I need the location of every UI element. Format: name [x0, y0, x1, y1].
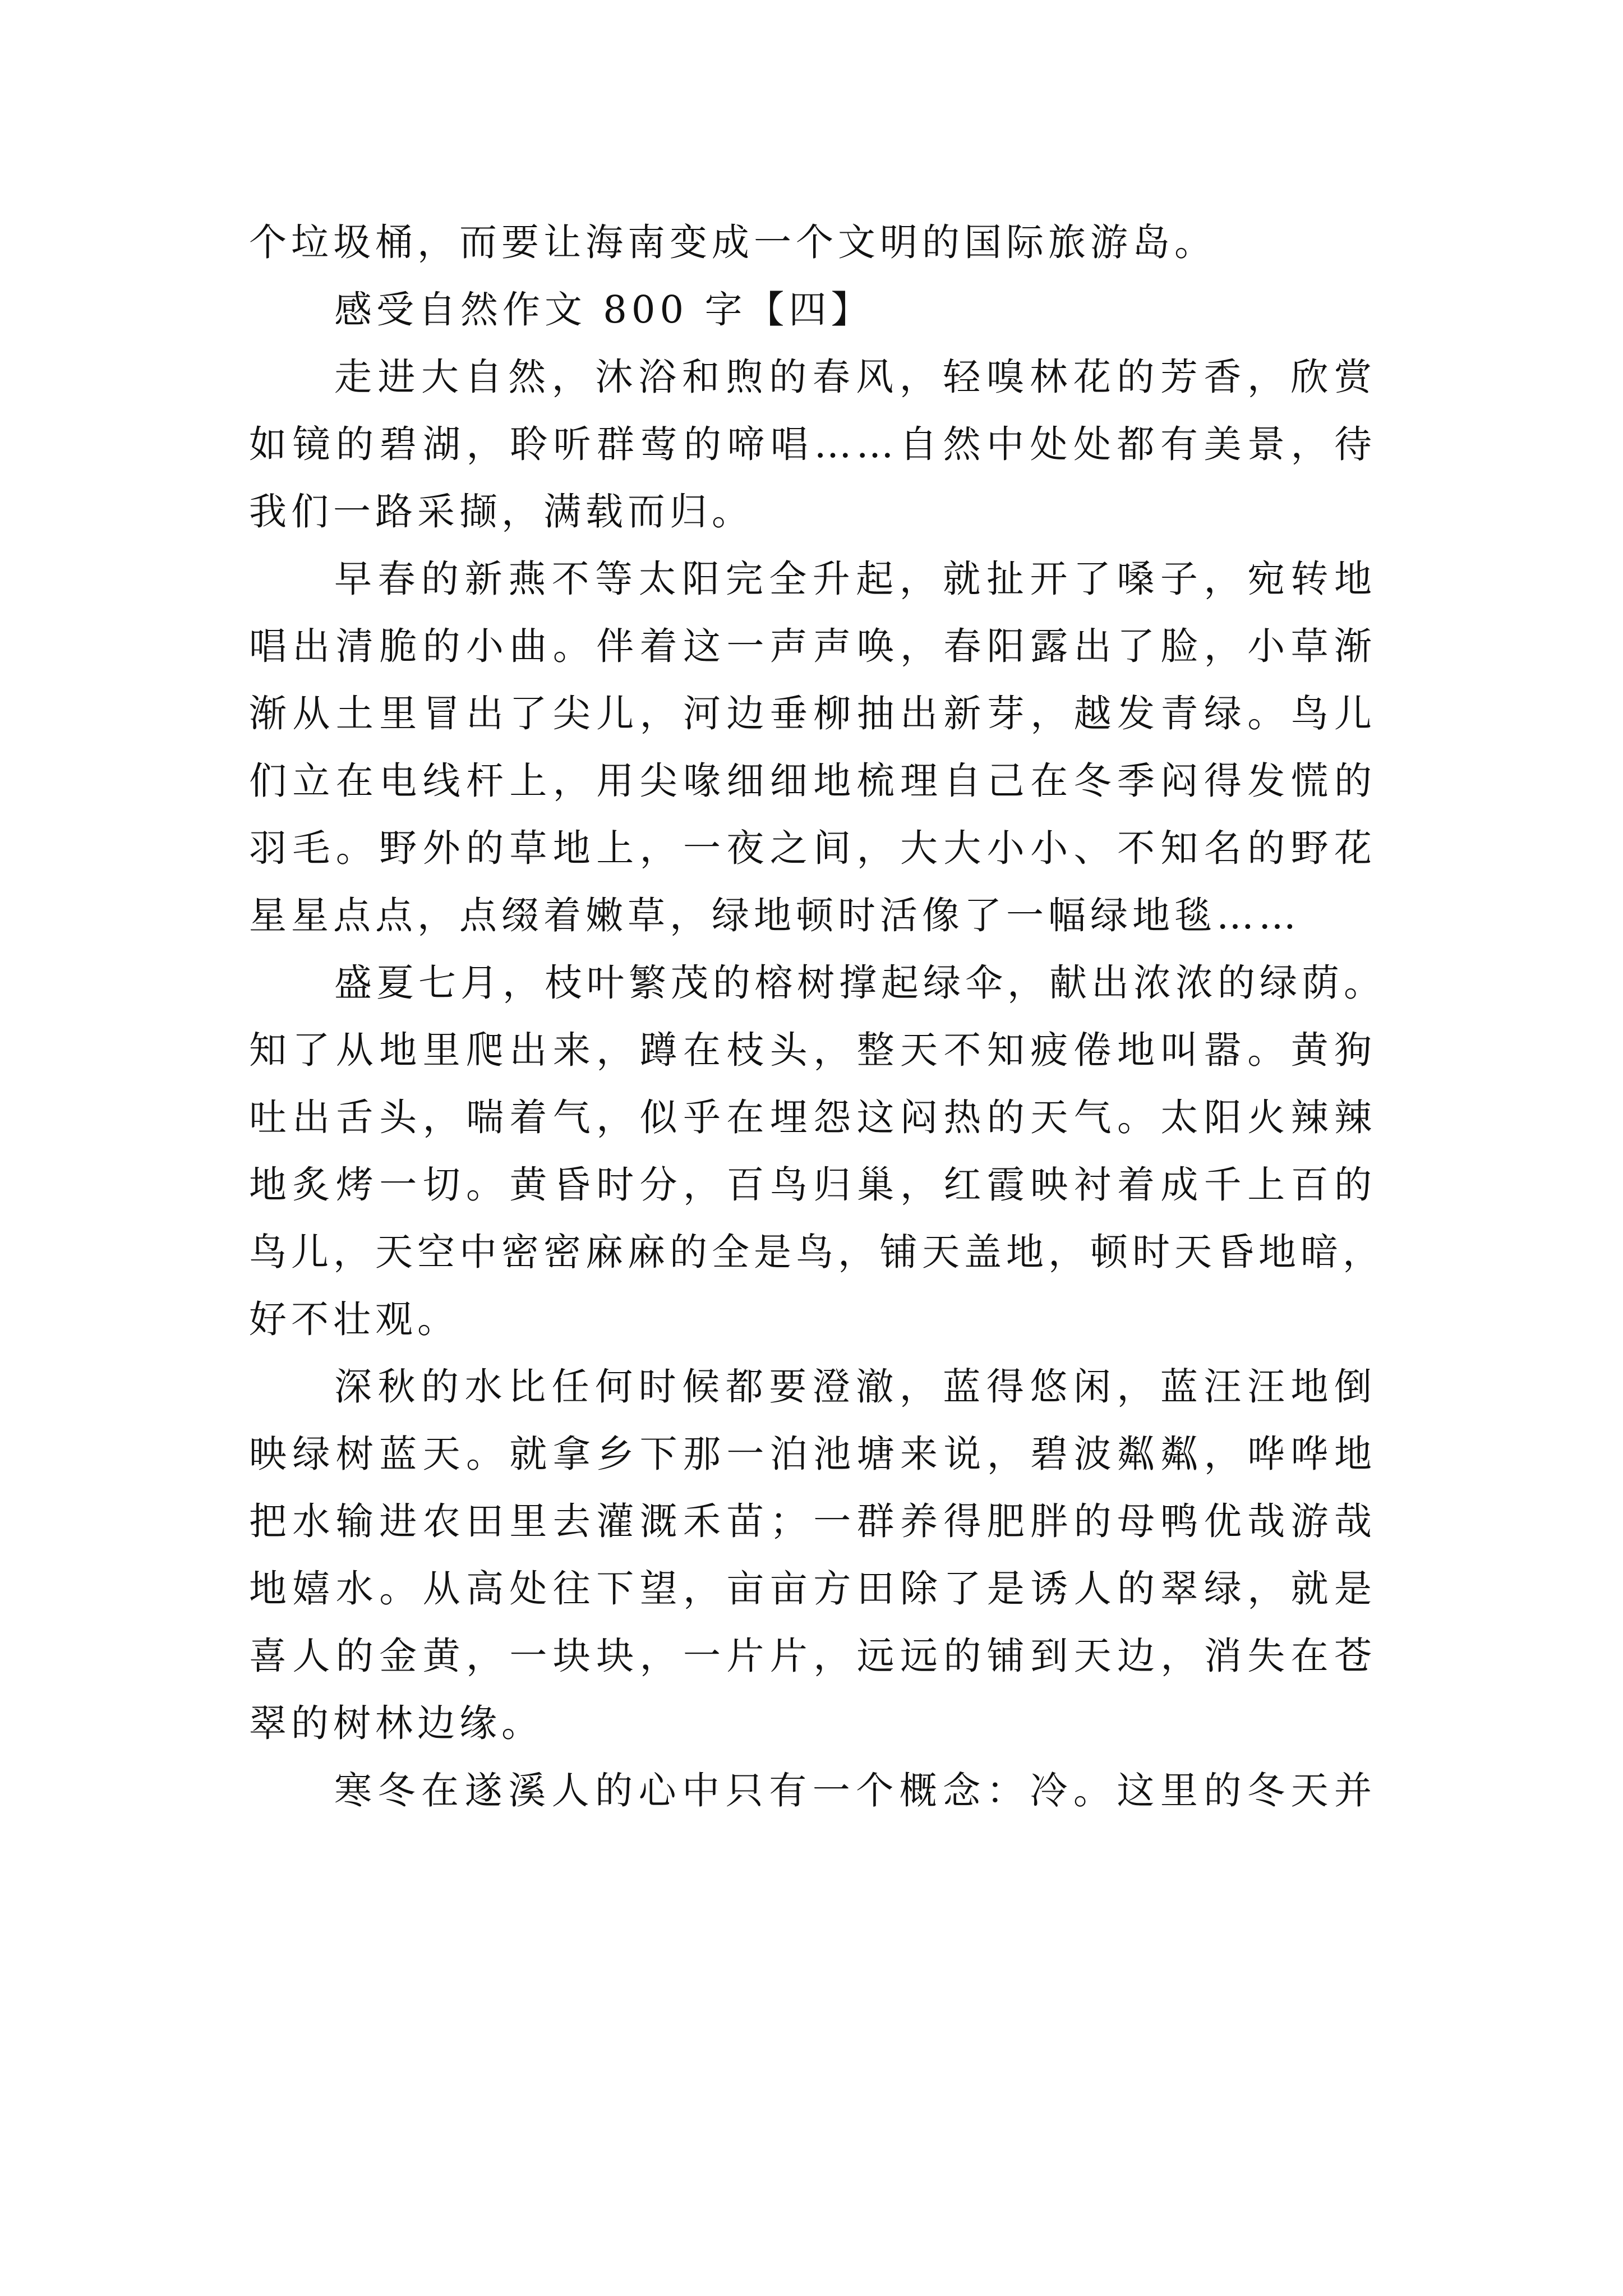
text-line: 个垃圾桶，而要让海南变成一个文明的国际旅游岛。: [249, 220, 1216, 264]
text-line: 寒冬在遂溪人的心中只有一个概念：冷。这里的冬天并: [334, 1769, 1376, 1812]
text-line: 星星点点，点缀着嫩草，绿地顿时活像了一幅绿地毯……: [249, 894, 1301, 937]
text-line: 走进大自然，沐浴和煦的春风，轻嗅林花的芳香，欣赏: [334, 355, 1376, 399]
text-line: 鸟儿，天空中密密麻麻的全是鸟，铺天盖地，顿时天昏地暗，: [249, 1230, 1385, 1274]
text-line: 盛夏七月，枝叶繁茂的榕树撑起绿伞，献出浓浓的绿荫。: [334, 961, 1386, 1005]
body-text: [249, 209, 1386, 1824]
text-line: 羽毛。野外的草地上，一夜之间，大大小小、不知名的野花: [249, 826, 1376, 870]
text-line: 地嬉水。从高处往下望，亩亩方田除了是诱人的翠绿，就是: [249, 1567, 1376, 1611]
text-line: 深秋的水比任何时候都要澄澈，蓝得悠闲，蓝汪汪地倒: [334, 1365, 1376, 1409]
text-line: 吐出舌头，喘着气，似乎在埋怨这闷热的天气。太阳火辣辣: [249, 1096, 1376, 1139]
text-line: 好不壮观。: [249, 1297, 459, 1341]
text-line: 地炙烤一切。黄昏时分，百鸟归巢，红霞映衬着成千上百的: [249, 1163, 1376, 1207]
text-line: 翠的树林边缘。: [249, 1701, 543, 1745]
text-line: 们立在电线杆上，用尖喙细细地梳理自己在冬季闷得发慌的: [249, 759, 1376, 803]
text-line: 渐从土里冒出了尖儿，河边垂柳抽出新芽，越发青绿。鸟儿: [249, 692, 1376, 735]
text-line: 知了从地里爬出来，蹲在枝头，整天不知疲倦地叫嚣。黄狗: [249, 1028, 1376, 1072]
section-heading: 感受自然作文 800 字【四】: [334, 288, 873, 332]
text-line: 唱出清脆的小曲。伴着这一声声唤，春阳露出了脸，小草渐: [249, 624, 1376, 668]
text-line: 我们一路采撷，满载而归。: [249, 490, 754, 533]
text-line: 如镜的碧湖，聆听群莺的啼唱……自然中处处都有美景，待: [249, 422, 1376, 466]
text-line: 早春的新燕不等太阳完全升起，就扯开了嗓子，宛转地: [334, 557, 1376, 601]
text-line: 映绿树蓝天。就拿乡下那一泊池塘来说，碧波粼粼，哗哗地: [249, 1432, 1376, 1476]
text-line: 喜人的金黄，一块块，一片片，远远的铺到天边，消失在苍: [249, 1634, 1376, 1678]
text-line: 把水输进农田里去灌溉禾苗；一群养得肥胖的母鸭优哉游哉: [249, 1499, 1376, 1543]
